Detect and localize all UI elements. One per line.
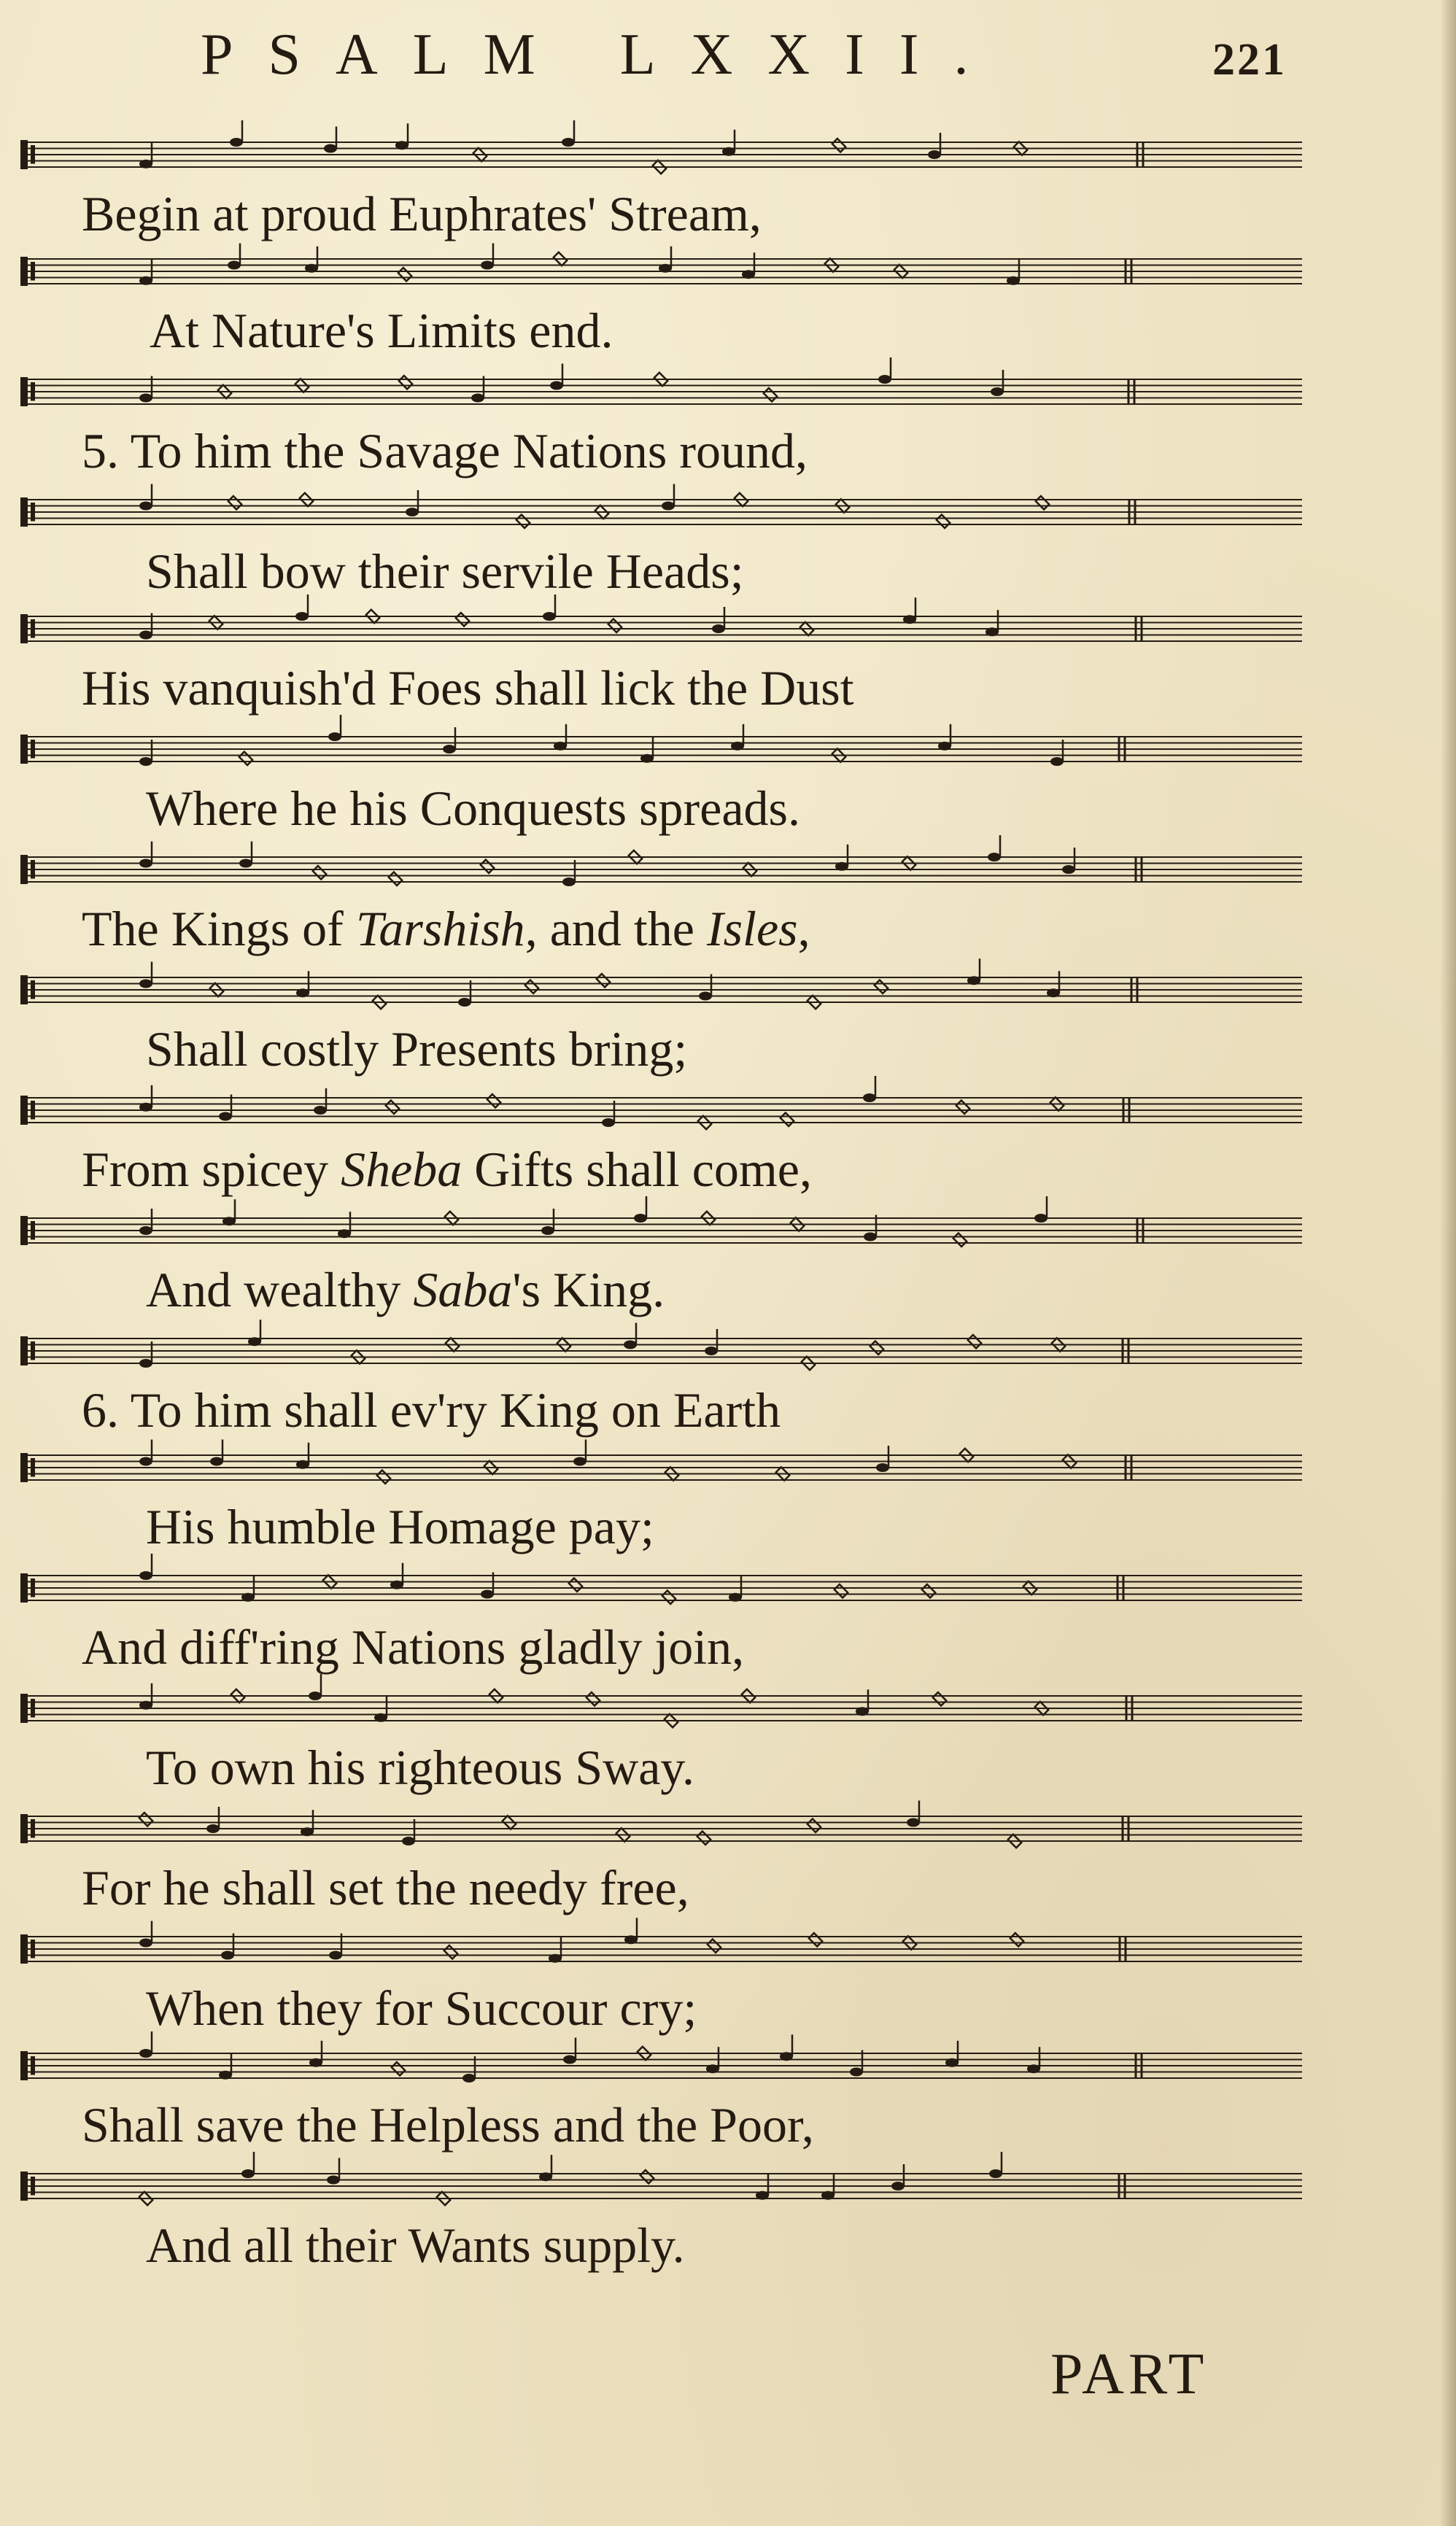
lyric-segment: From spicey xyxy=(82,1142,341,1197)
clef-icon xyxy=(31,1221,35,1240)
clef-icon xyxy=(20,2171,28,2201)
note-head xyxy=(228,261,241,270)
clef-icon xyxy=(20,735,28,764)
note-head xyxy=(206,1824,220,1833)
note-head xyxy=(1027,2064,1040,2073)
lyric-segment: His humble Homage pay; xyxy=(146,1499,654,1554)
note-head xyxy=(295,612,309,621)
note-head xyxy=(471,394,484,403)
clef-icon xyxy=(31,860,35,879)
clef-icon xyxy=(20,1573,28,1603)
note-head xyxy=(640,2170,654,2183)
lyric-segment: Shall costly Presents bring; xyxy=(146,1021,688,1077)
note-head xyxy=(219,2071,232,2080)
note-head xyxy=(305,264,318,273)
note-head xyxy=(697,1832,710,1845)
page-number: 221 xyxy=(1212,35,1287,85)
note-head xyxy=(487,1094,500,1107)
running-head: PSALM LXXII. xyxy=(201,23,1004,87)
note-head xyxy=(956,1101,969,1114)
staff-system xyxy=(20,484,1302,528)
note-head xyxy=(586,1692,600,1705)
note-head xyxy=(835,1584,848,1597)
lyric-segment: Shall save the Helpless and the Poor, xyxy=(82,2097,814,2153)
clef-icon xyxy=(31,503,35,522)
note-head xyxy=(139,757,152,766)
note-head xyxy=(742,270,755,279)
lyric-segment: Gifts shall come, xyxy=(462,1142,812,1197)
clef-icon xyxy=(31,980,35,999)
note-head xyxy=(1010,1933,1023,1946)
lyric-line xyxy=(82,1859,689,1917)
clef-icon xyxy=(31,1819,35,1838)
note-head xyxy=(139,160,152,168)
note-head xyxy=(389,872,402,886)
note-head xyxy=(722,147,735,156)
note-head xyxy=(338,1229,351,1238)
lyric-line xyxy=(82,1618,744,1676)
note-head xyxy=(991,387,1004,396)
clef-icon xyxy=(20,1814,28,1843)
lyric-line xyxy=(82,1381,781,1439)
note-head xyxy=(1036,496,1049,509)
clef-icon xyxy=(20,975,28,1004)
clef-icon xyxy=(20,614,28,643)
clef-icon xyxy=(31,1940,35,1959)
clef-icon xyxy=(31,2177,35,2196)
note-head xyxy=(395,141,408,150)
staff-system xyxy=(20,1801,1302,1848)
note-head xyxy=(938,742,951,751)
note-head xyxy=(809,1933,822,1946)
clef-icon xyxy=(20,1336,28,1365)
staff-system xyxy=(20,357,1302,406)
staff-system xyxy=(20,244,1302,287)
note-head xyxy=(139,1939,152,1948)
note-head xyxy=(764,388,777,401)
lyric-line xyxy=(82,899,810,958)
note-head xyxy=(968,1335,981,1348)
note-head xyxy=(139,1226,152,1235)
note-head xyxy=(248,1337,261,1346)
note-head xyxy=(608,619,621,632)
lyric-italic-name: Sheba xyxy=(341,1142,462,1197)
note-head xyxy=(139,276,152,285)
note-head xyxy=(313,866,326,879)
note-head xyxy=(850,2068,863,2077)
clef-icon xyxy=(31,1341,35,1360)
staff-system xyxy=(20,120,1302,174)
note-head xyxy=(543,612,556,621)
note-head xyxy=(222,1217,236,1225)
lyric-segment: , xyxy=(797,901,810,956)
note-head xyxy=(539,2172,552,2181)
note-head xyxy=(219,1112,232,1121)
note-head xyxy=(210,1457,223,1466)
note-head xyxy=(139,1103,152,1112)
note-head xyxy=(928,150,941,159)
clef-icon xyxy=(31,740,35,759)
clef-icon xyxy=(31,1578,35,1597)
note-head xyxy=(398,268,411,281)
note-head xyxy=(390,1581,403,1589)
lyric-segment: For he shall set the needy free, xyxy=(82,1860,689,1915)
note-head xyxy=(377,1471,390,1484)
clef-icon xyxy=(31,262,35,281)
lyric-line xyxy=(146,1498,654,1556)
note-head xyxy=(706,2064,719,2073)
note-head xyxy=(324,144,337,153)
note-head xyxy=(402,1837,415,1845)
lyric-segment: And wealthy xyxy=(146,1262,414,1317)
staff-system xyxy=(20,1320,1302,1370)
lyric-segment: 6. To him shall ev'ry King on Earth xyxy=(82,1382,781,1438)
note-head xyxy=(481,860,494,873)
note-head xyxy=(756,2191,769,2200)
staff-system xyxy=(20,1674,1302,1727)
note-head xyxy=(933,1692,946,1705)
note-head xyxy=(875,980,888,993)
note-head xyxy=(985,627,999,636)
lyric-line xyxy=(146,779,800,837)
note-head xyxy=(139,859,152,868)
note-head xyxy=(230,138,243,147)
note-head xyxy=(624,1935,638,1944)
note-head xyxy=(241,2169,255,2178)
note-head xyxy=(525,980,538,993)
note-head xyxy=(712,624,725,633)
note-head xyxy=(554,742,567,751)
staff-system xyxy=(20,1076,1302,1129)
note-head xyxy=(659,264,672,273)
note-head xyxy=(481,1590,494,1599)
clef-icon xyxy=(20,377,28,406)
note-head xyxy=(139,631,152,640)
staff-system xyxy=(20,1918,1302,1964)
clef-icon xyxy=(31,2056,35,2075)
note-head xyxy=(462,2074,476,2083)
note-head xyxy=(953,1233,967,1247)
note-head xyxy=(314,1106,327,1115)
note-head xyxy=(856,1707,869,1716)
note-head xyxy=(550,381,563,390)
note-head xyxy=(296,988,309,997)
note-head xyxy=(239,859,252,868)
note-head xyxy=(228,496,241,509)
clef-icon xyxy=(31,382,35,401)
note-head xyxy=(562,138,575,147)
note-head xyxy=(876,1463,889,1472)
lyric-line xyxy=(82,422,808,480)
clef-icon xyxy=(20,1096,28,1125)
lyric-segment: 's King. xyxy=(512,1262,665,1317)
note-head xyxy=(832,139,845,152)
lyric-segment: At Nature's Limits end. xyxy=(150,303,613,358)
note-head xyxy=(705,1347,718,1355)
note-head xyxy=(239,752,252,765)
lyric-line xyxy=(150,301,613,360)
staff-system xyxy=(20,1554,1302,1604)
note-head xyxy=(573,1457,586,1466)
lyric-line xyxy=(146,1738,694,1797)
note-head xyxy=(870,1341,883,1355)
clef-icon xyxy=(20,1216,28,1245)
note-head xyxy=(139,1813,152,1826)
note-head xyxy=(864,1233,877,1241)
lyric-segment: , and the xyxy=(524,901,707,956)
clef-icon xyxy=(20,855,28,884)
staff-system xyxy=(20,835,1302,886)
staff-system xyxy=(20,2152,1302,2205)
lyric-segment: Shall bow their servile Heads; xyxy=(146,543,744,599)
note-head xyxy=(731,742,744,751)
lyric-line xyxy=(146,1979,697,2037)
note-head xyxy=(443,745,456,753)
note-head xyxy=(729,1593,742,1602)
lyric-line xyxy=(146,2216,685,2274)
note-head xyxy=(481,261,494,270)
note-head xyxy=(569,1578,582,1592)
note-head xyxy=(374,1713,387,1722)
clef-icon xyxy=(31,145,35,164)
note-head xyxy=(139,980,152,988)
clef-icon xyxy=(20,257,28,286)
note-head xyxy=(221,1951,234,1960)
lyric-segment: Begin at proud Euphrates' Stream, xyxy=(82,186,762,241)
lyric-segment: To own his righteous Sway. xyxy=(146,1740,695,1795)
lyric-segment: And diff'ring Nations gladly join, xyxy=(82,1619,745,1675)
note-head xyxy=(1062,865,1075,874)
staff-system xyxy=(20,958,1302,1009)
clef-icon xyxy=(20,1934,28,1964)
note-head xyxy=(563,2056,576,2064)
note-head xyxy=(139,1701,152,1710)
clef-icon xyxy=(31,1458,35,1477)
clef-icon xyxy=(31,1101,35,1120)
note-head xyxy=(1034,1214,1048,1223)
note-head xyxy=(903,615,916,624)
clef-icon xyxy=(20,497,28,527)
note-head xyxy=(937,515,950,528)
note-head xyxy=(329,1951,342,1960)
note-head xyxy=(1007,276,1020,285)
note-head xyxy=(821,2191,835,2200)
note-head xyxy=(392,2062,405,2075)
note-head xyxy=(386,1101,399,1114)
note-head xyxy=(878,375,891,384)
staff-system xyxy=(20,2031,1302,2083)
note-head xyxy=(907,1818,920,1827)
lyric-line xyxy=(146,1260,665,1319)
note-head xyxy=(139,502,152,511)
lyric-segment: When they for Succour cry; xyxy=(146,1980,697,2036)
clef-icon xyxy=(20,1694,28,1723)
clef-icon xyxy=(31,619,35,638)
clef-icon xyxy=(20,2051,28,2080)
note-head xyxy=(562,877,576,886)
note-head xyxy=(922,1584,935,1597)
staff-system xyxy=(20,715,1302,766)
staff-system xyxy=(20,1440,1302,1484)
note-head xyxy=(541,1226,554,1235)
note-head xyxy=(516,515,530,528)
note-head xyxy=(835,862,848,871)
note-head xyxy=(891,2182,905,2190)
note-head xyxy=(301,1827,314,1836)
lyric-segment: His vanquish'd Foes shall lick the Dust xyxy=(82,660,854,716)
lyric-italic-name: Saba xyxy=(413,1262,513,1317)
note-head xyxy=(662,502,675,511)
note-head xyxy=(808,1819,821,1832)
note-head xyxy=(309,2058,322,2067)
lyric-segment: And all their Wants supply. xyxy=(146,2217,685,2273)
note-head xyxy=(989,2169,1002,2178)
note-head xyxy=(662,1591,675,1604)
lyric-italic-name: Tarshish xyxy=(355,901,525,956)
note-head xyxy=(241,1593,255,1602)
lyric-line xyxy=(82,2096,814,2154)
note-head xyxy=(456,613,469,626)
lyric-line xyxy=(146,1020,687,1078)
note-head xyxy=(640,754,654,763)
note-head xyxy=(458,998,471,1007)
note-head xyxy=(327,2176,340,2185)
note-head xyxy=(444,1945,457,1959)
note-head xyxy=(634,1214,647,1223)
note-head xyxy=(863,1093,876,1102)
lyric-segment: Where he his Conquests spreads. xyxy=(146,780,801,836)
note-head xyxy=(1047,988,1060,997)
lyric-line xyxy=(82,659,854,717)
note-head xyxy=(945,2058,959,2067)
note-head xyxy=(549,1954,562,1963)
clef-icon xyxy=(31,1699,35,1718)
note-head xyxy=(781,1113,794,1126)
lyric-line xyxy=(146,542,744,600)
note-head xyxy=(602,1118,615,1127)
lyric-italic-name: Isles xyxy=(706,901,798,956)
note-head xyxy=(699,992,712,1001)
lyric-line xyxy=(82,185,762,243)
note-head xyxy=(139,2049,152,2058)
catchword: PART xyxy=(1050,2342,1209,2406)
note-head xyxy=(1050,757,1064,766)
note-head xyxy=(139,1571,152,1580)
note-head xyxy=(328,732,341,741)
note-head xyxy=(597,974,610,987)
note-head xyxy=(780,2052,793,2061)
note-head xyxy=(139,1359,152,1368)
note-head xyxy=(406,508,419,516)
note-head xyxy=(399,376,412,389)
note-head xyxy=(309,1692,322,1700)
note-head xyxy=(139,394,152,403)
clef-icon xyxy=(20,140,28,169)
note-head xyxy=(988,853,1001,861)
note-head xyxy=(624,1341,637,1349)
note-head xyxy=(708,1940,721,1953)
staff-system xyxy=(20,594,1302,643)
lyric-line xyxy=(82,1140,812,1198)
lyric-segment: The Kings of xyxy=(82,901,356,956)
clef-icon xyxy=(20,1453,28,1482)
lyric-segment: 5. To him the Savage Nations round, xyxy=(82,423,808,479)
note-head xyxy=(967,976,980,985)
note-head xyxy=(139,1457,152,1466)
staff-system xyxy=(20,1196,1302,1247)
note-head xyxy=(296,1460,309,1469)
